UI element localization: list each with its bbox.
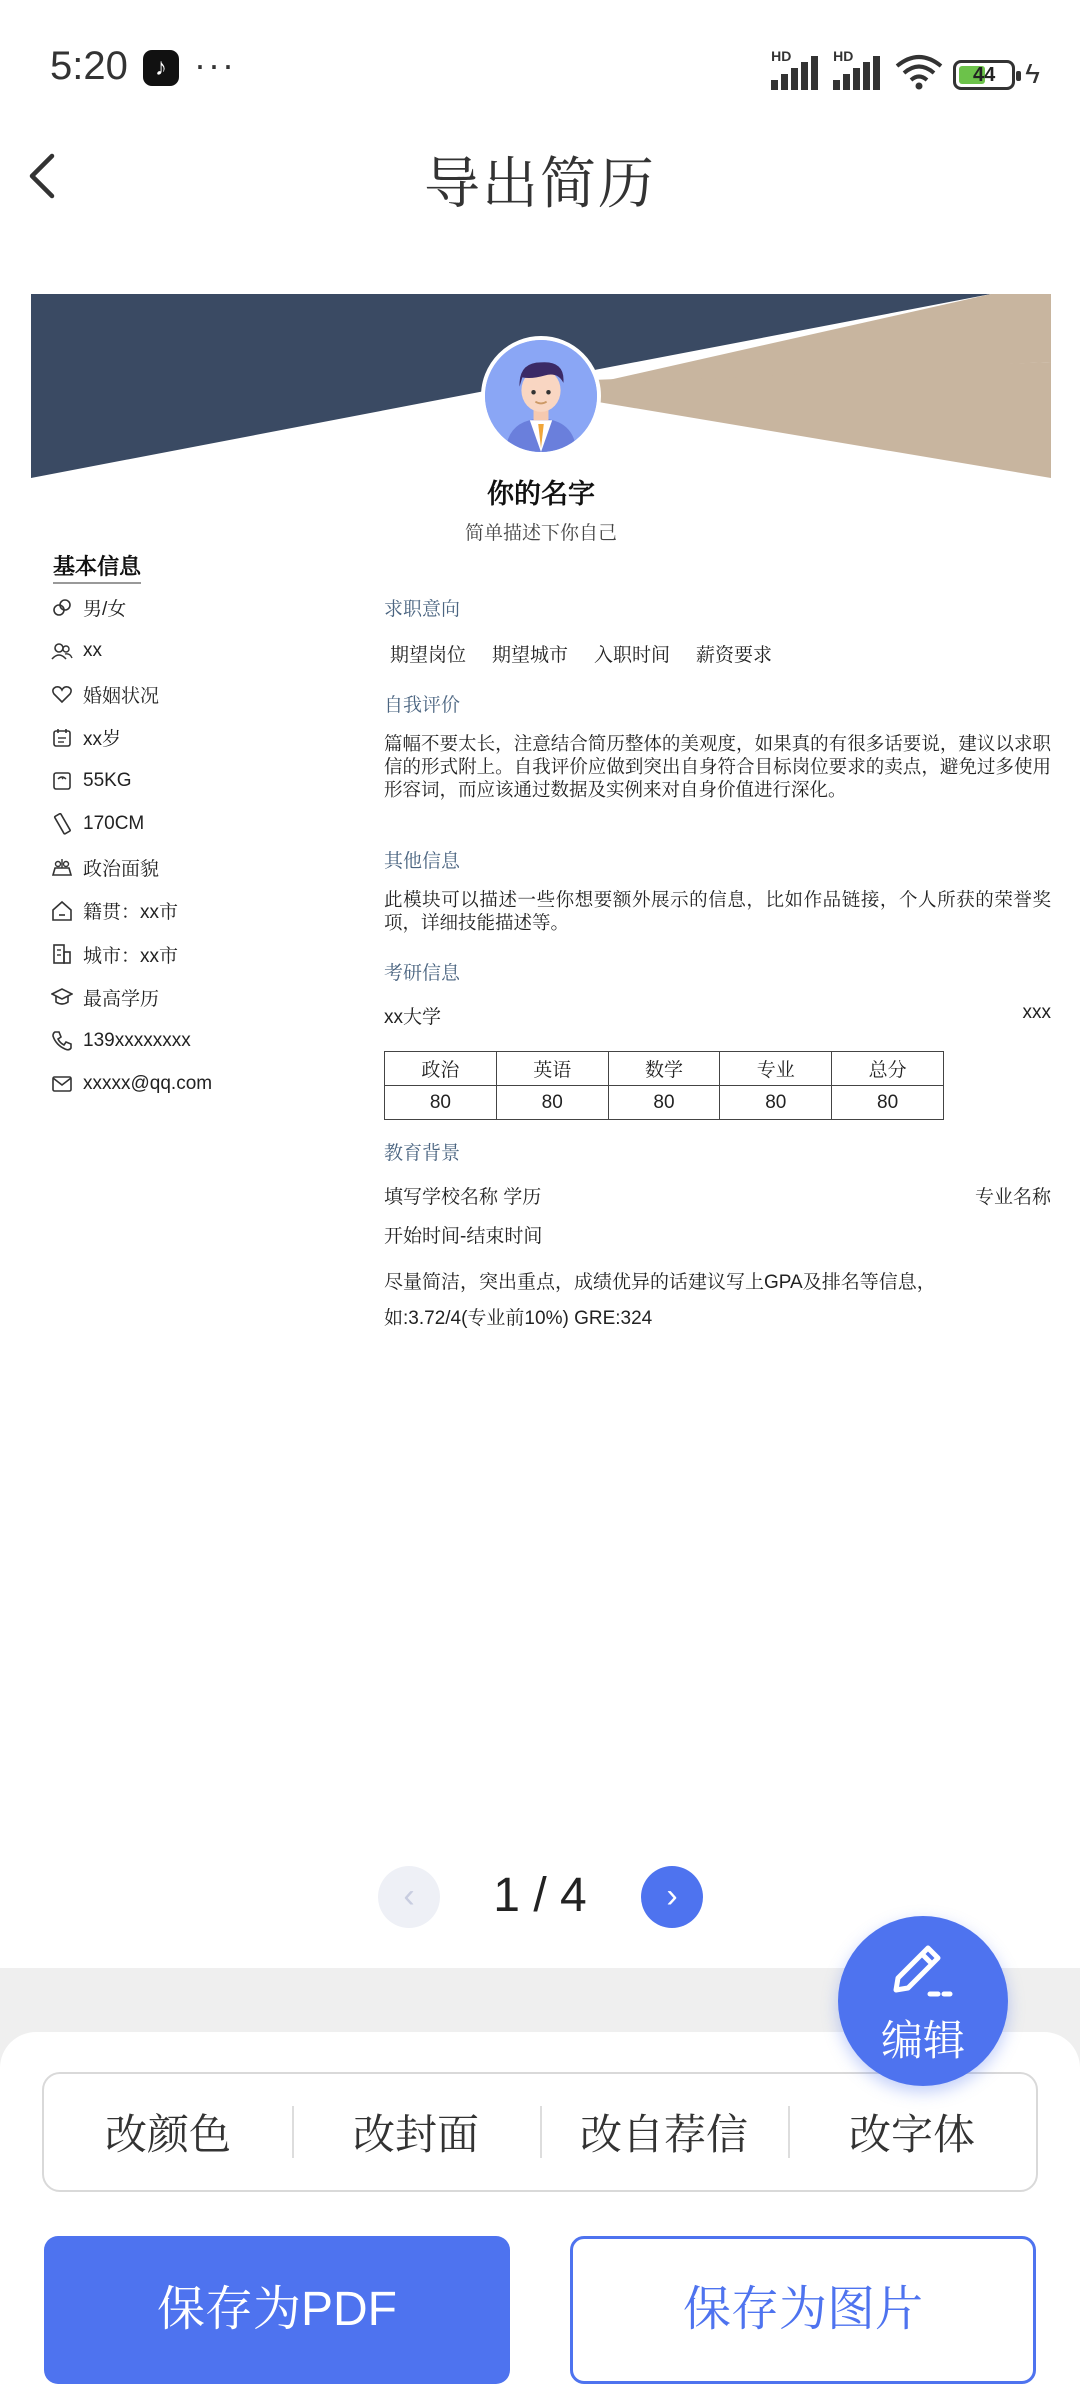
people-icon [51,640,73,662]
save-pdf-button[interactable]: 保存为PDF [44,2236,510,2384]
table-header-cell: 政治 [385,1052,497,1086]
edit-label: 编辑 [880,2017,965,2064]
battery-icon [953,60,1015,90]
job-intent-tag: 期望岗位 [390,645,467,666]
list-item [51,673,371,716]
table-cell: 80 [720,1086,832,1120]
tiktok-icon: ♪ [143,50,179,86]
avatar [481,336,601,456]
weight-icon [51,770,73,792]
self-eval-text: 篇幅不要太长，注意结合简历整体的美观度，如果真的有很多话要说，建议以求职信的形式附上。自我评价应做到突出自身符合目标岗位要求的卖点，避免过多使用形容词，而应该通过数据及实例来对自身价值进行深化。 [384,733,1051,800]
status-right-icons [771,50,1040,90]
list-item [51,716,371,759]
basic-item-text: 139xxxxxxxx [83,1029,191,1051]
self-eval-title: 自我评价 [384,695,461,716]
politics-icon [51,856,73,878]
education-title: 教育背景 [384,1143,461,1164]
battery-level: 44 [973,64,996,86]
basic-item-text: 籍贯：xx市 [83,902,179,924]
list-item [51,586,371,629]
other-info-title: 其他信息 [384,851,461,872]
education-school: 填写学校名称 学历 [384,1187,542,1208]
graduation-icon [51,986,73,1008]
list-item [51,629,371,672]
basic-item-text: 政治面貌 [83,858,160,880]
mail-icon [51,1073,73,1095]
status-bar [0,0,1080,140]
list-item [51,802,371,845]
kaoyan-major: xxx [1022,1002,1051,1023]
table-header-cell: 数学 [608,1052,720,1086]
signal-hd-label: HD [833,48,854,64]
education-desc-line2: 如:3.72/4(专业前10%) GRE:324 [384,1308,653,1329]
charging-icon: ϟ [1025,58,1040,89]
table-cell: 80 [496,1086,608,1120]
education-period: 开始时间-结束时间 [384,1226,543,1247]
kaoyan-title: 考研信息 [384,963,461,984]
kaoyan-school-row [384,1002,1051,1029]
list-item [51,759,371,802]
change-cover-letter-button[interactable]: 改自荐信 [540,2102,788,2162]
ruler-icon [51,813,73,835]
page-title: 导出简历 [424,152,656,215]
table-header-cell: 总分 [832,1052,944,1086]
list-item [51,1062,371,1105]
resume-preview [31,294,1051,1344]
other-info-text: 此模块可以描述一些你想要额外展示的信息，比如作品链接，个人所获的荣誉奖项，详细技能描述等。 [384,889,1051,933]
heart-icon [51,683,73,705]
kaoyan-score-table [384,1051,944,1120]
calendar-icon [51,727,73,749]
basic-info-title: 基本信息 [53,550,141,584]
basic-item-text: 55KG [83,769,132,791]
next-page-button[interactable]: › [641,1866,703,1928]
home-icon [51,900,73,922]
option-bar [42,2072,1038,2192]
table-row [385,1052,944,1086]
table-header-cell: 英语 [496,1052,608,1086]
basic-item-text: xx [83,639,102,661]
education-school-row [384,1182,1051,1209]
gender-icon [51,597,73,619]
change-cover-button[interactable]: 改封面 [292,2102,540,2162]
wifi-icon [895,54,943,90]
job-intent-tag: 薪资要求 [696,645,773,666]
job-intent-tag: 期望城市 [492,645,569,666]
education-major: 专业名称 [974,1187,1051,1208]
prev-page-button[interactable]: ‹ [378,1866,440,1928]
list-item [51,932,371,975]
signal-hd-label: HD [771,48,792,64]
signal-icon [833,48,885,90]
table-cell: 80 [385,1086,497,1120]
change-color-button[interactable]: 改颜色 [104,2111,231,2158]
kaoyan-school: xx大学 [384,1007,442,1028]
change-font-button[interactable]: 改字体 [788,2102,1036,2162]
basic-item-text: 男/女 [83,599,127,621]
job-intent-title: 求职意向 [384,599,461,620]
pencil-icon [886,1938,956,2004]
list-item [51,846,371,889]
basic-info-list [51,586,371,1106]
basic-item-text: 城市：xx市 [83,945,179,967]
table-cell: 80 [608,1086,720,1120]
table-header-cell: 专业 [720,1052,832,1086]
list-item [51,889,371,932]
basic-item-text: xxxxx@qq.com [83,1072,213,1094]
basic-item-text: 170CM [83,813,145,835]
basic-item-text: 婚姻状况 [83,685,160,707]
more-notifications-icon: ··· [194,44,236,85]
page-indicator: 1 / 4 [493,1869,587,1922]
resume-description: 简单描述下你自己 [464,523,617,544]
basic-item-text: 最高学历 [83,988,160,1010]
job-intent-tag: 入职时间 [594,645,671,666]
table-row [385,1086,944,1120]
education-desc-line1: 尽量简洁，突出重点，成绩优异的话建议写上GPA及排名等信息， [384,1272,936,1293]
phone-icon [51,1030,73,1052]
building-icon [51,943,73,965]
status-time: 5:20 [50,44,128,88]
table-cell: 80 [832,1086,944,1120]
save-image-button[interactable]: 保存为图片 [570,2236,1036,2384]
resume-name: 你的名字 [487,479,595,509]
basic-item-text: xx岁 [83,729,122,751]
list-item [51,1019,371,1062]
signal-icon [771,48,823,90]
edit-button[interactable] [838,1916,1008,2086]
job-intent-tags [390,640,772,667]
list-item [51,976,371,1019]
